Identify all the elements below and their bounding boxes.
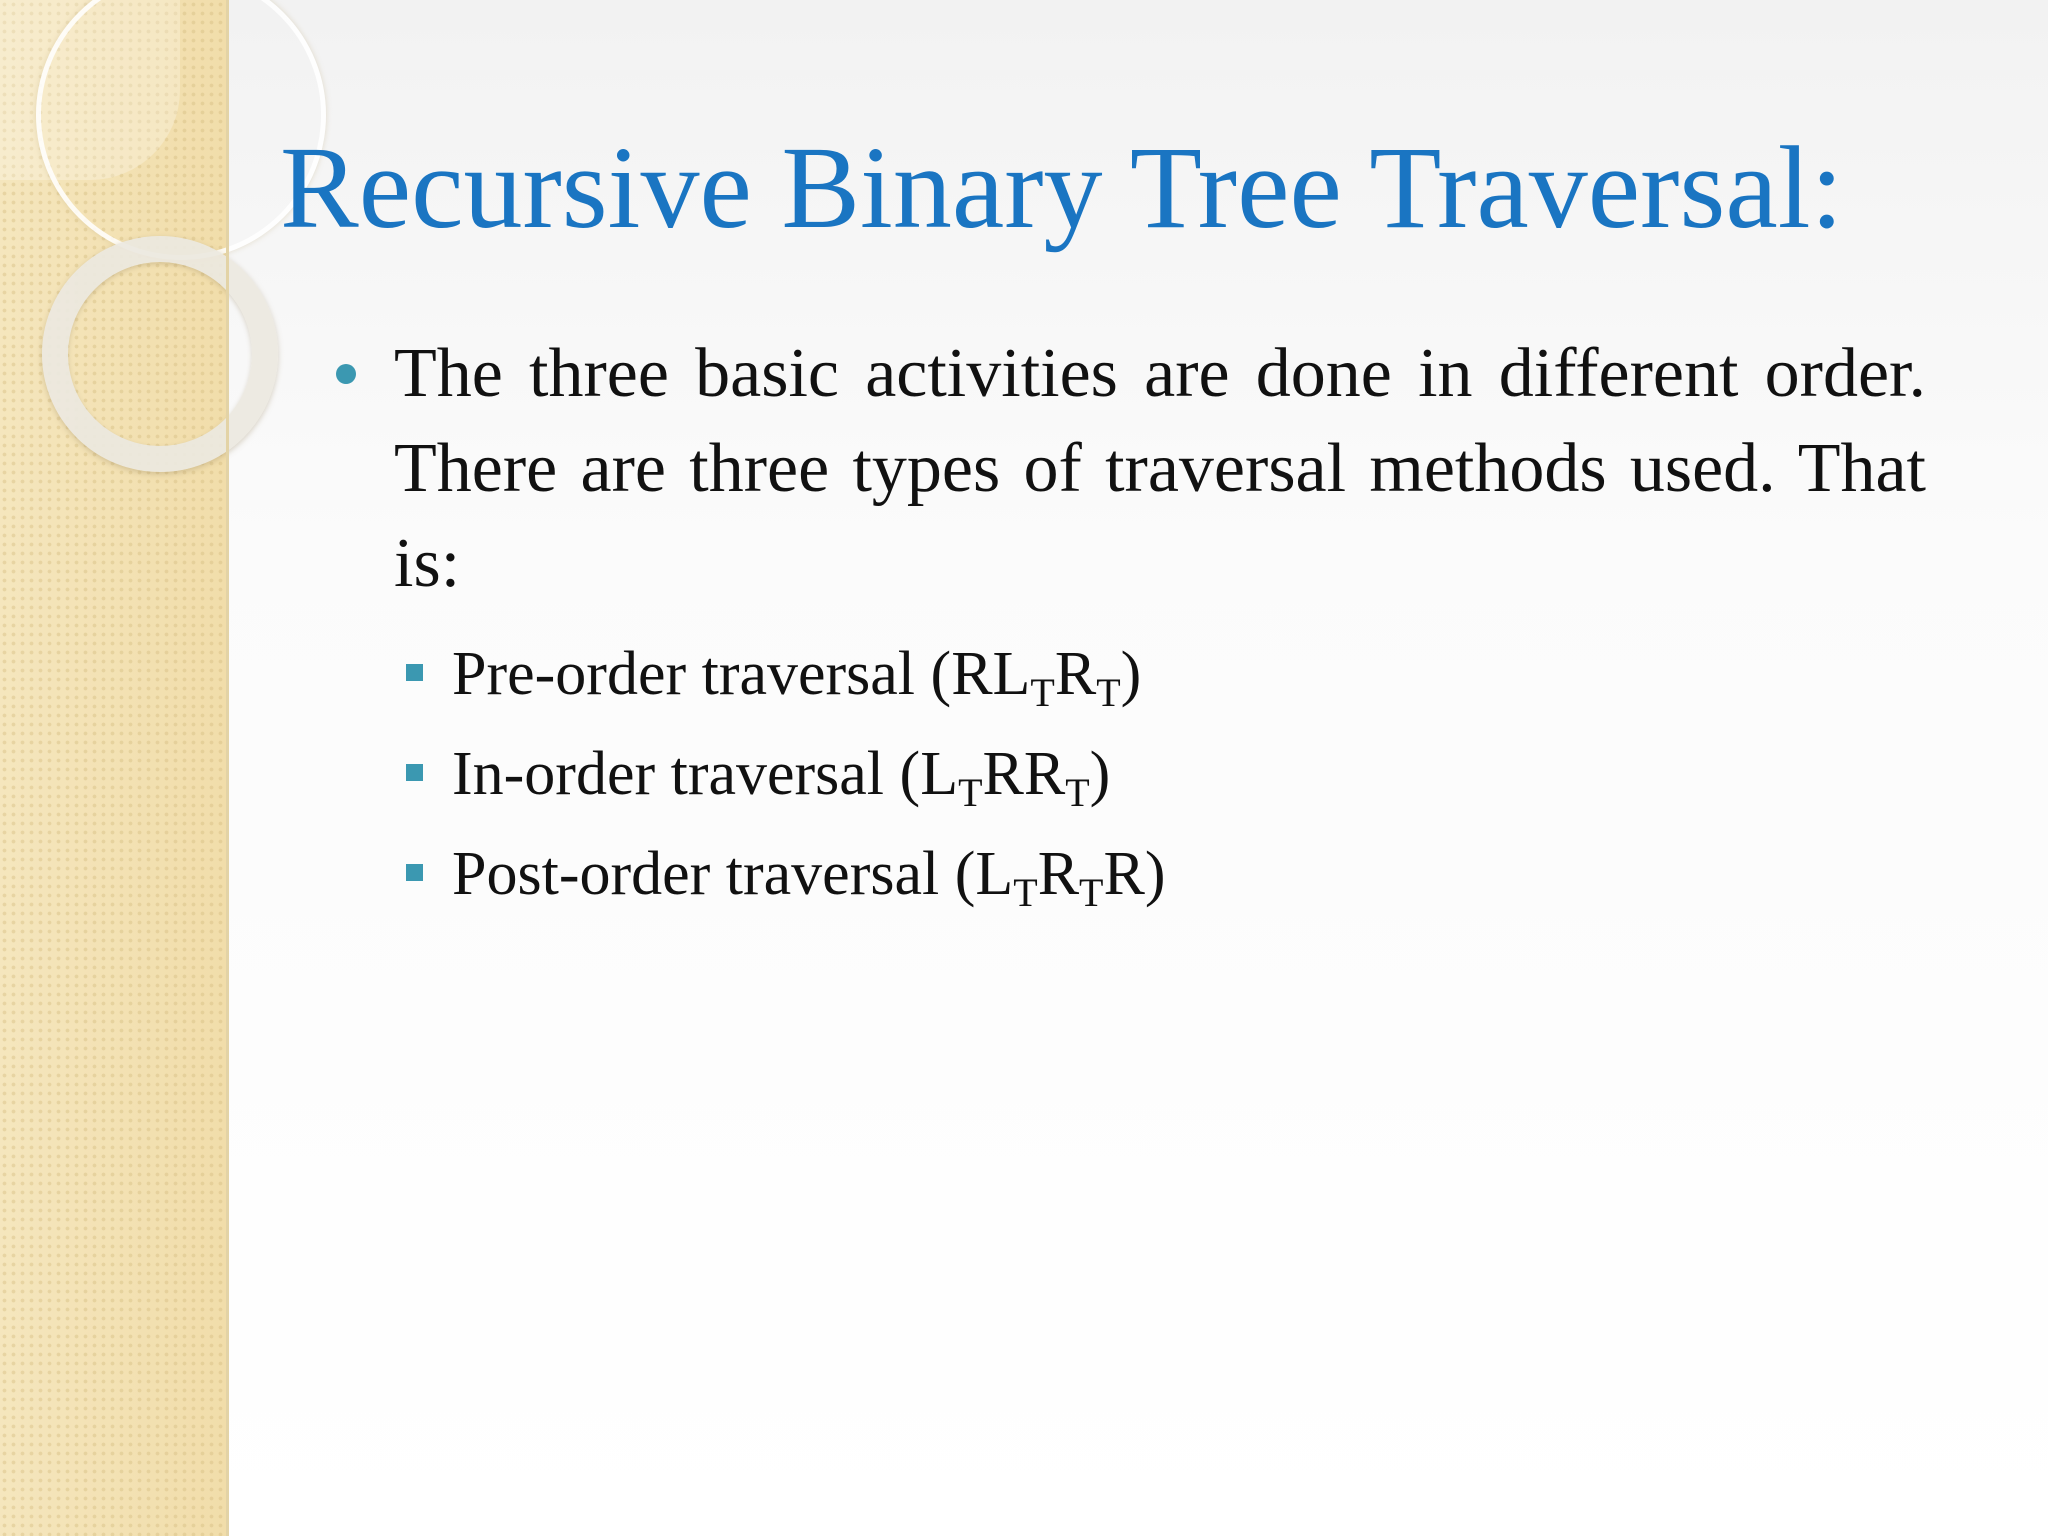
notation-subscript: T bbox=[1030, 670, 1055, 715]
side-band-divider bbox=[226, 0, 229, 1536]
notation-right: R bbox=[1023, 740, 1066, 808]
notation-left: L bbox=[992, 640, 1031, 708]
notation-right: R bbox=[1054, 640, 1097, 708]
sub-bullet-label: Post-order traversal ( bbox=[452, 840, 976, 908]
slide-content bbox=[230, 0, 2048, 1536]
notation-subscript: T bbox=[1079, 870, 1104, 915]
round-bullet-icon bbox=[336, 364, 356, 384]
notation-subscript: T bbox=[1065, 770, 1090, 815]
notation-subscript: T bbox=[958, 770, 983, 815]
notation-root: R bbox=[982, 740, 1024, 808]
square-bullet-icon bbox=[406, 664, 423, 681]
bullet-item bbox=[336, 326, 1926, 611]
bullet-text: The three basic activities are done in different order. There are three types of traversal methods used. That is: bbox=[394, 335, 1926, 602]
notation-close: ) bbox=[1089, 740, 1111, 808]
sub-bullet-label: Pre-order traversal ( bbox=[452, 640, 952, 708]
square-bullet-icon bbox=[406, 764, 423, 781]
notation-root: R bbox=[1103, 840, 1145, 908]
sub-bullet-inorder bbox=[406, 724, 1806, 824]
notation-root: R bbox=[951, 640, 993, 708]
decorative-side-band bbox=[0, 0, 228, 1536]
notation-left: L bbox=[920, 740, 959, 808]
notation-close: ) bbox=[1120, 640, 1142, 708]
sub-bullet-preorder bbox=[406, 624, 1806, 724]
notation-left: L bbox=[975, 840, 1014, 908]
sub-bullet-postorder bbox=[406, 824, 1806, 924]
slide-title: Recursive Binary Tree Traversal: bbox=[280, 122, 1844, 253]
sub-bullet-label: In-order traversal ( bbox=[452, 740, 921, 808]
notation-subscript: T bbox=[1013, 870, 1038, 915]
notation-close: ) bbox=[1144, 840, 1166, 908]
square-bullet-icon bbox=[406, 864, 423, 881]
notation-right: R bbox=[1037, 840, 1080, 908]
notation-subscript: T bbox=[1096, 670, 1121, 715]
sub-bullet-list bbox=[406, 624, 1806, 924]
